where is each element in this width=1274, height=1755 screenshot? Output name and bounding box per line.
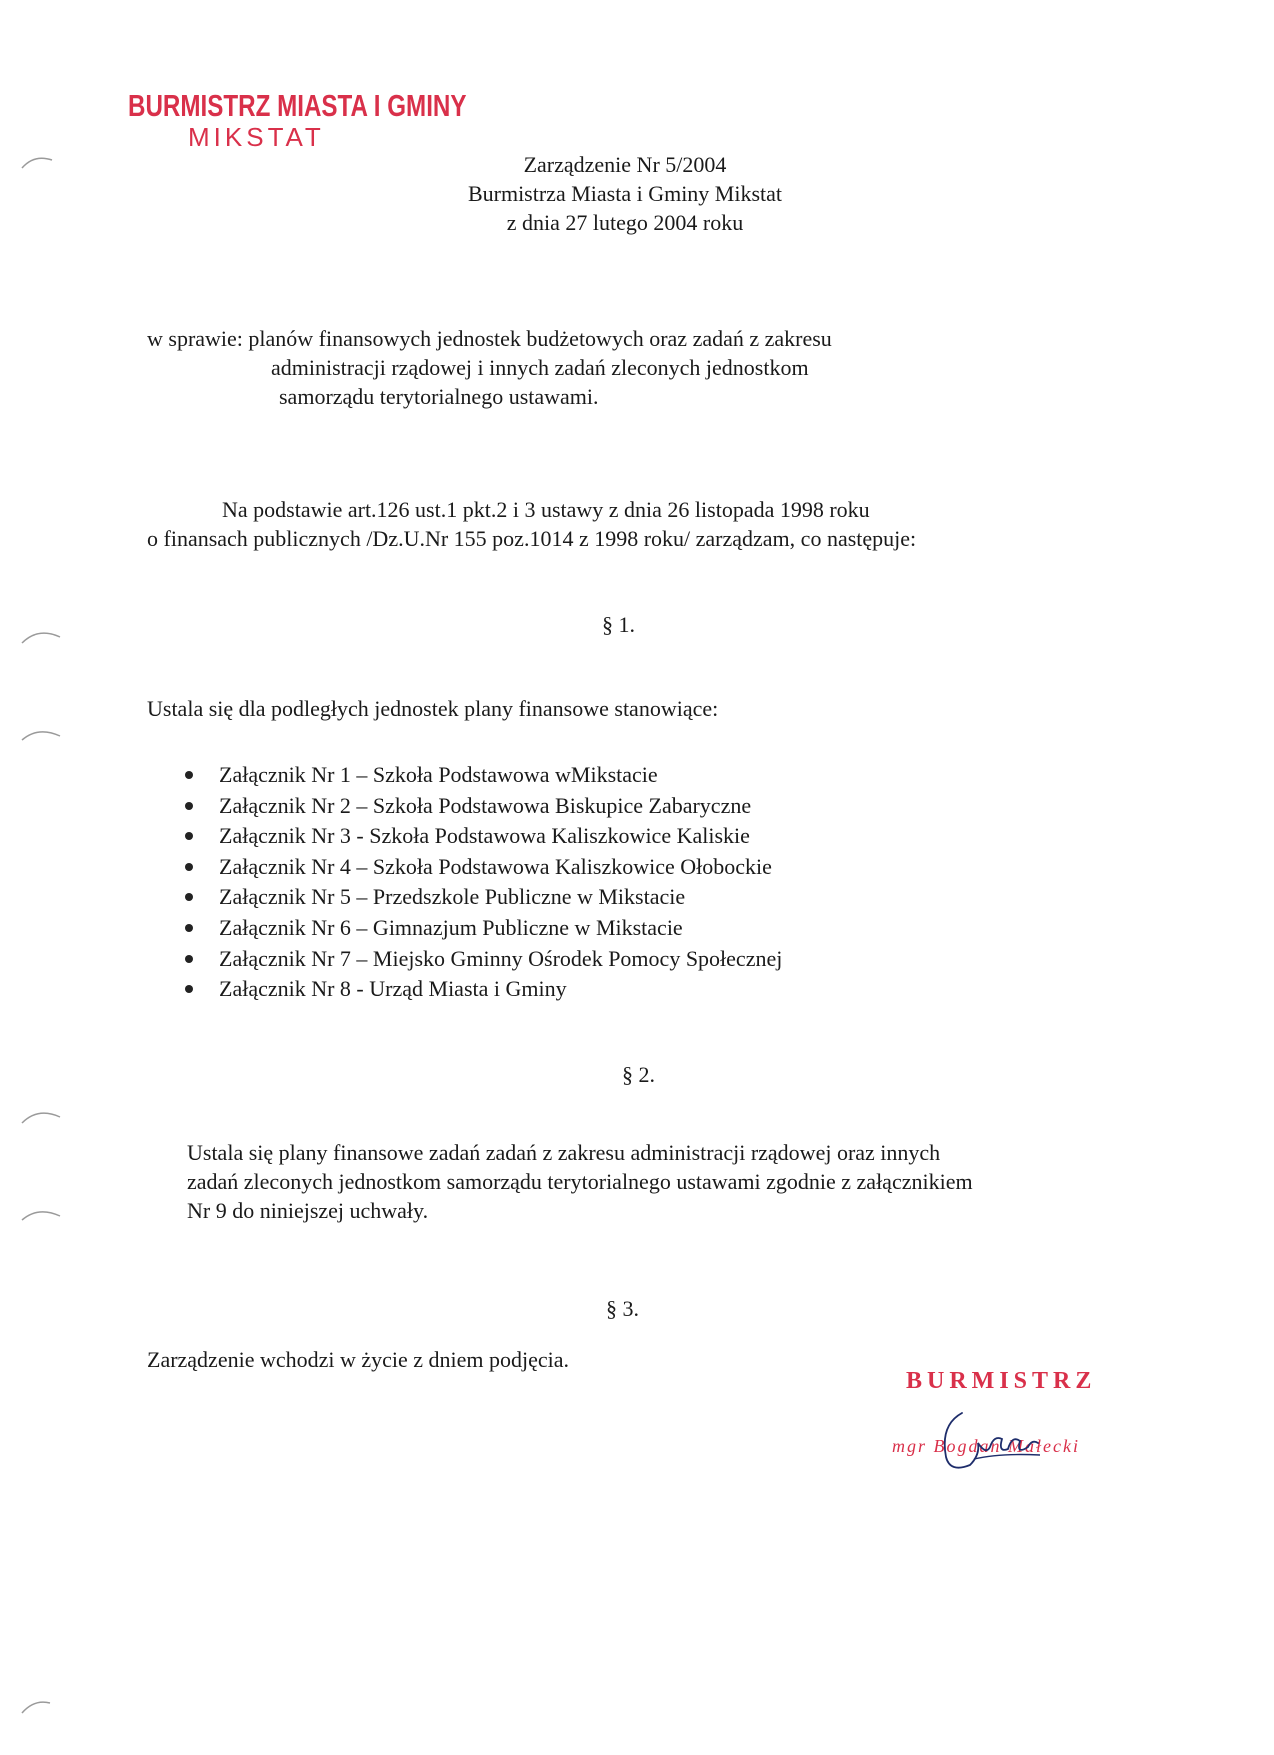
- bullet-icon: [185, 863, 193, 871]
- document-issuer: Burmistrza Miasta i Gminy Mikstat: [467, 181, 783, 206]
- bullet-icon: [185, 924, 193, 932]
- list-item: [185, 760, 782, 791]
- list-item-text: Załącznik Nr 6 – Gimnazjum Publiczne w Mikstacie: [219, 914, 683, 940]
- signature-stamp-name: mgr Bogdan Małecki: [892, 1436, 1080, 1456]
- bullet-icon: [185, 832, 193, 840]
- list-item: [185, 791, 782, 822]
- punch-hole-mark: [20, 722, 70, 742]
- subject-line: samorządu terytorialnego ustawami.: [279, 384, 599, 409]
- document-date: z dnia 27 lutego 2004 roku: [506, 210, 744, 235]
- punch-hole-mark: [20, 1202, 70, 1222]
- punch-hole-mark: [20, 625, 70, 645]
- section-2-heading: § 2.: [622, 1062, 655, 1087]
- section-3-heading: § 3.: [606, 1296, 639, 1321]
- list-item: [185, 944, 782, 975]
- office-stamp-line1: BURMISTRZ MIASTA I GMINY: [128, 88, 467, 123]
- section-3-text: Zarządzenie wchodzi w życie z dniem podjęcia.: [147, 1347, 570, 1372]
- list-item: [185, 913, 782, 944]
- legal-basis: [147, 495, 1147, 553]
- document-header: [400, 150, 850, 237]
- legal-basis-line: Na podstawie art.126 ust.1 pkt.2 i 3 ustawy z dnia 26 listopada 1998 roku: [222, 497, 870, 522]
- list-item-text: Załącznik Nr 3 - Szkoła Podstawowa Kaliszkowice Kaliskie: [219, 823, 750, 849]
- list-item-text: Załącznik Nr 4 – Szkoła Podstawowa Kaliszkowice Ołobockie: [219, 853, 772, 879]
- signature-stamp-title: BURMISTRZ: [906, 1368, 1097, 1394]
- office-stamp-line2: MIKSTAT: [188, 122, 325, 152]
- legal-basis-line: o finansach publicznych /Dz.U.Nr 155 poz.1014 z 1998 roku/ zarządzam, co następuje:: [147, 526, 917, 551]
- bullet-icon: [185, 771, 193, 779]
- punch-hole-mark: [20, 1105, 70, 1125]
- section-2-line: Nr 9 do niniejszej uchwały.: [187, 1198, 429, 1223]
- list-item-text: Załącznik Nr 7 – Miejsko Gminny Ośrodek Pomocy Społecznej: [219, 945, 783, 971]
- attachment-list: [185, 760, 782, 1005]
- punch-hole-mark: [20, 150, 60, 170]
- handwritten-signature: [920, 1395, 1060, 1495]
- list-item: [185, 821, 782, 852]
- office-stamp: [128, 88, 562, 153]
- list-item-text: Załącznik Nr 1 – Szkoła Podstawowa wMikstacie: [219, 762, 658, 787]
- subject-line: w sprawie: planów finansowych jednostek budżetowych oraz zadań z zakresu: [147, 326, 832, 351]
- punch-hole-mark: [20, 1695, 60, 1715]
- section-1-heading: § 1.: [602, 612, 635, 637]
- section-1-intro: Ustala się dla podległych jednostek plany finansowe stanowiące:: [147, 696, 719, 721]
- list-item: [185, 974, 782, 1005]
- list-item-text: Załącznik Nr 2 – Szkoła Podstawowa Biskupice Zabaryczne: [219, 792, 752, 818]
- section-2-line: Ustala się plany finansowe zadań zadań z zakresu administracji rządowej oraz innych: [187, 1140, 941, 1165]
- subject-line: administracji rządowej i innych zadań zleconych jednostkom: [271, 355, 809, 380]
- document-title: Zarządzenie Nr 5/2004: [523, 152, 727, 177]
- list-item-text: Załącznik Nr 8 - Urząd Miasta i Gminy: [219, 976, 567, 1002]
- bullet-icon: [185, 985, 193, 993]
- subject-block: [147, 324, 832, 411]
- section-2-text: [187, 1138, 973, 1225]
- bullet-icon: [185, 802, 193, 810]
- list-item: [185, 882, 782, 913]
- bullet-icon: [185, 893, 193, 901]
- section-2-line: zadań zleconych jednostkom samorządu terytorialnego ustawami zgodnie z załącznikiem: [187, 1169, 973, 1194]
- list-item: [185, 852, 782, 883]
- list-item-text: Załącznik Nr 5 – Przedszkole Publiczne w Mikstacie: [219, 884, 686, 910]
- bullet-icon: [185, 955, 193, 963]
